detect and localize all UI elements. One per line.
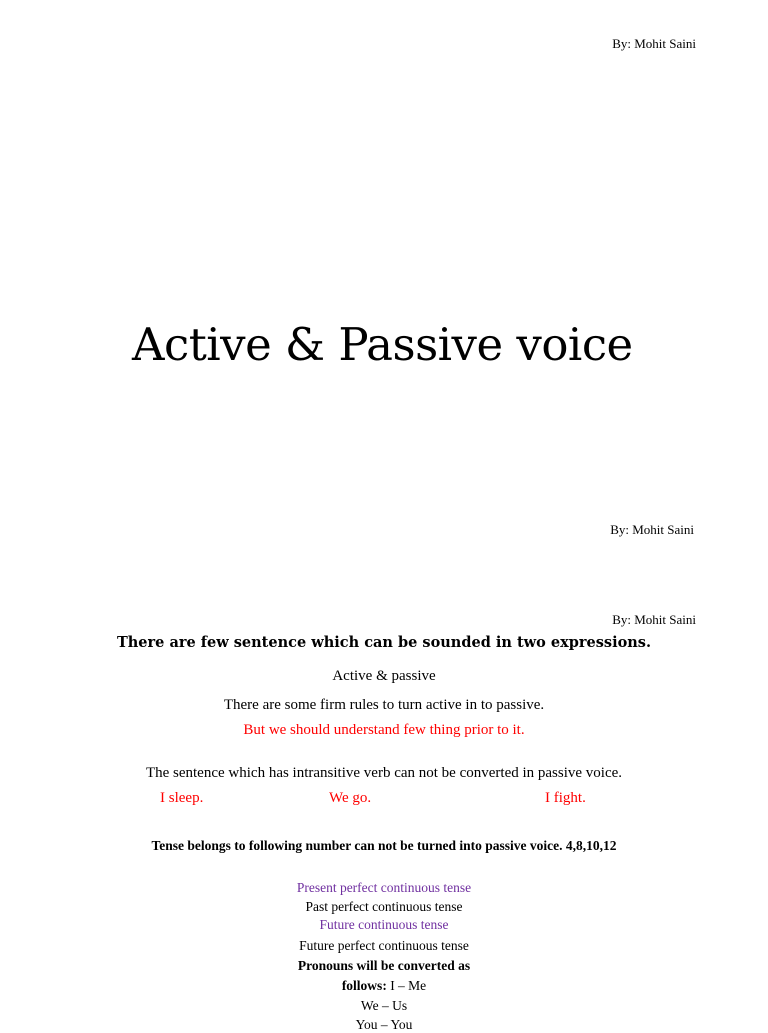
tense-item: Future perfect continuous tense bbox=[299, 938, 469, 953]
pronoun-pair: You – You bbox=[355, 1017, 413, 1032]
intro-heading: There are few sentence which can be sounded in two expressions. bbox=[116, 634, 652, 651]
intransitive-rule: The sentence which has intransitive verb can not be converted in passive voice. bbox=[145, 765, 623, 781]
example-item: I sleep. bbox=[160, 790, 204, 806]
pronouns-follows-label: follows: bbox=[341, 978, 387, 993]
pronoun-pair: I – Me bbox=[390, 978, 427, 993]
tense-item: Present perfect continuous tense bbox=[296, 880, 472, 895]
byline-middle: By: Mohit Saini bbox=[610, 522, 694, 537]
pronouns-follows-line bbox=[0, 978, 768, 994]
tense-rule: Tense belongs to following number can not be turned into passive voice. 4,8,10,12 bbox=[151, 838, 617, 853]
example-item: We go. bbox=[329, 790, 372, 806]
pronouns-heading: Pronouns will be converted as bbox=[297, 958, 471, 973]
pronoun-pair: We – Us bbox=[360, 998, 408, 1013]
active-passive-label: Active & passive bbox=[332, 668, 436, 684]
byline-top: By: Mohit Saini bbox=[612, 36, 696, 51]
tense-item: Future continuous tense bbox=[319, 917, 449, 932]
byline-lower: By: Mohit Saini bbox=[612, 612, 696, 627]
tense-item: Past perfect continuous tense bbox=[305, 899, 463, 914]
page-title: Active & Passive voice bbox=[132, 318, 633, 371]
firm-rules-text: There are some firm rules to turn active in to passive. bbox=[223, 697, 545, 713]
understand-note: But we should understand few thing prior to it. bbox=[243, 722, 525, 738]
example-item: I fight. bbox=[545, 790, 586, 806]
